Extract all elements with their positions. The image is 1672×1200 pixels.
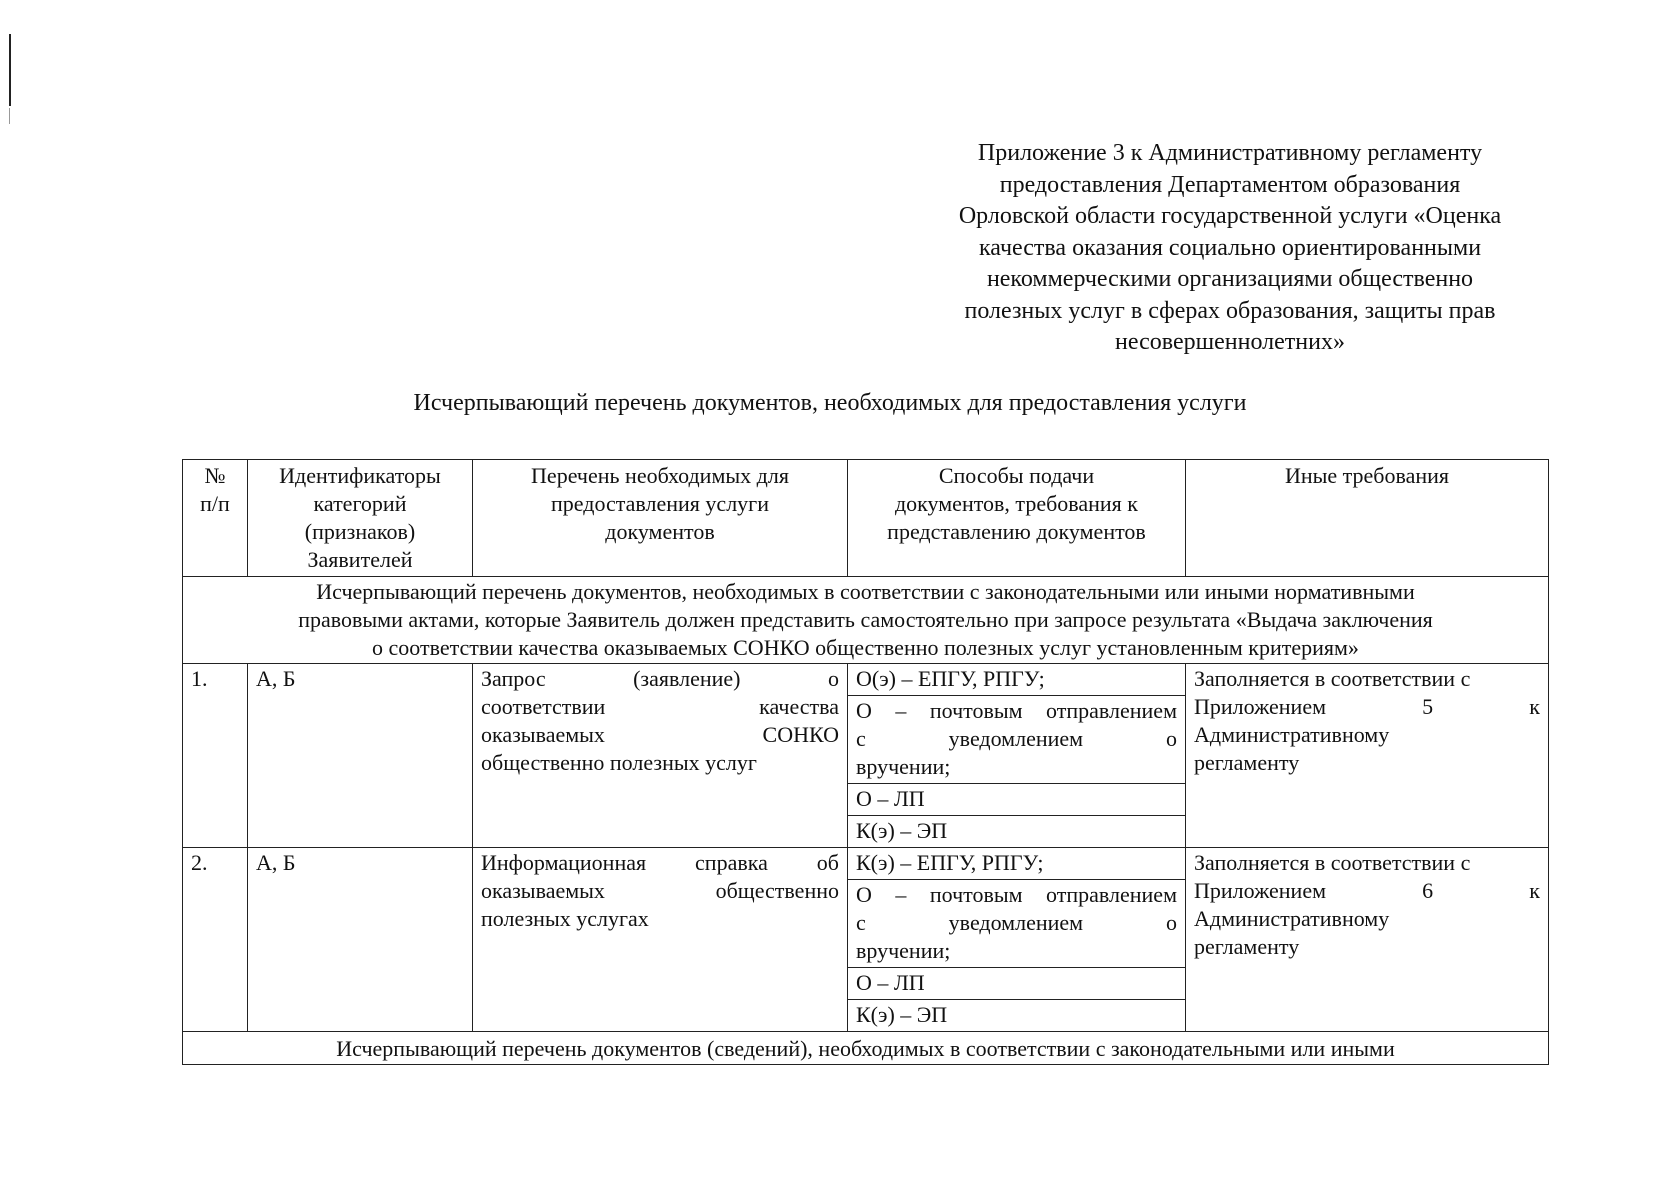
header-num [183,460,248,577]
appendix-line: некоммерческими организациями общественно [986,266,1474,292]
header-line: (признаков) [304,519,416,544]
section-row [183,577,1549,664]
other-line: регламенту [1194,934,1300,959]
appendix-line: предоставления Департаментом образования [999,171,1461,198]
row-submission-methods [848,848,1186,1032]
header-line: представлению документов [887,519,1146,544]
method-line: вручении; [856,938,951,963]
other-line: Административному [1194,906,1390,931]
method-line: вручении; [856,754,951,779]
method-item [848,880,1185,968]
header-line: категорий [313,491,407,516]
other-line: регламенту [1194,750,1300,775]
doc-line: Запрос (заявление) о [481,666,839,691]
header-line: документов, требования к [894,491,1138,516]
header-documents [473,460,848,577]
row-document [473,848,848,1032]
method-item [848,696,1185,784]
other-line: Административному [1194,722,1390,747]
header-line: Иные требования [1284,463,1450,488]
appendix-line: полезных услуг в сферах образования, защиты прав [964,297,1496,324]
doc-line: общественно полезных услуг [481,750,757,775]
doc-line: оказываемых СОНКО [481,722,839,747]
doc-line: соответствии качества [481,694,839,719]
section-line: Исчерпывающий перечень документов, необходимых в соответствии с законодательными или иными нормативными [316,579,1415,604]
table-row [183,664,1549,848]
appendix-line: качества оказания социально ориентированными [978,234,1482,261]
method-line: О – почтовым отправлением [856,698,1177,723]
method-line: О – почтовым отправлением [856,882,1177,907]
method-item: О – ЛП [848,784,1185,816]
appendix-line: Орловской области государственной услуги «Оценка [958,203,1502,229]
row-submission-methods [848,664,1186,848]
header-line: документов [605,519,715,544]
section-line: правовыми актами, которые Заявитель должен представить самостоятельно при запросе результата «Выдача заключения [298,607,1433,632]
section-row [183,1032,1549,1065]
other-line: Заполняется в соответствии с [1194,850,1471,875]
section-line: о соответствии качества оказываемых СОНКО общественно полезных услуг установленным критериям» [372,635,1359,660]
header-line: предоставления услуги [551,491,769,516]
other-line: Приложением 6 к [1194,878,1540,903]
row-other-requirements [1186,848,1549,1032]
method-item: К(э) – ЭП [856,1002,948,1027]
other-line: Заполняется в соответствии с [1194,666,1471,691]
header-line: Идентификаторы [279,463,441,488]
method-line: с уведомлением о [856,910,1177,935]
scan-margin-mark [9,34,11,106]
method-item: К(э) – ЭП [856,818,948,843]
section-line: Исчерпывающий перечень документов (сведений), необходимых в соответствии с законодательными или иными [336,1036,1395,1061]
documents-table [182,459,1549,1065]
appendix-line: несовершеннолетних» [1115,329,1345,355]
row-number: 2. [183,848,248,1032]
other-line: Приложением 5 к [1194,694,1540,719]
appendix-header [900,138,1560,359]
row-number: 1. [183,664,248,848]
header-line: Перечень необходимых для [531,463,789,488]
doc-line: оказываемых общественно [481,878,839,903]
doc-line: Информационная справка об [481,850,839,875]
header-line: п/п [200,491,230,516]
header-other-requirements [1186,460,1549,577]
method-item: О(э) – ЕПГУ, РПГУ; [848,664,1185,696]
method-line: с уведомлением о [856,726,1177,751]
table-row [183,848,1549,1032]
row-other-requirements [1186,664,1549,848]
scan-margin-mark-faint [9,108,10,124]
header-line: Заявителей [307,547,413,572]
appendix-line: Приложение 3 к Административному регламенту [977,140,1483,166]
document-title: Исчерпывающий перечень документов, необходимых для предоставления услуги [413,390,1247,416]
header-identifiers [248,460,473,577]
section-heading-1 [183,577,1549,664]
row-document [473,664,848,848]
method-item: К(э) – ЕПГУ, РПГУ; [848,848,1185,880]
table-header-row [183,460,1549,577]
doc-line: полезных услугах [481,906,649,931]
header-methods [848,460,1186,577]
method-item: О – ЛП [848,968,1185,1000]
header-line: № [204,463,226,488]
header-line: Способы подачи [938,463,1095,488]
section-heading-2 [183,1032,1549,1065]
row-identifiers: А, Б [248,848,473,1032]
row-identifiers: А, Б [248,664,473,848]
